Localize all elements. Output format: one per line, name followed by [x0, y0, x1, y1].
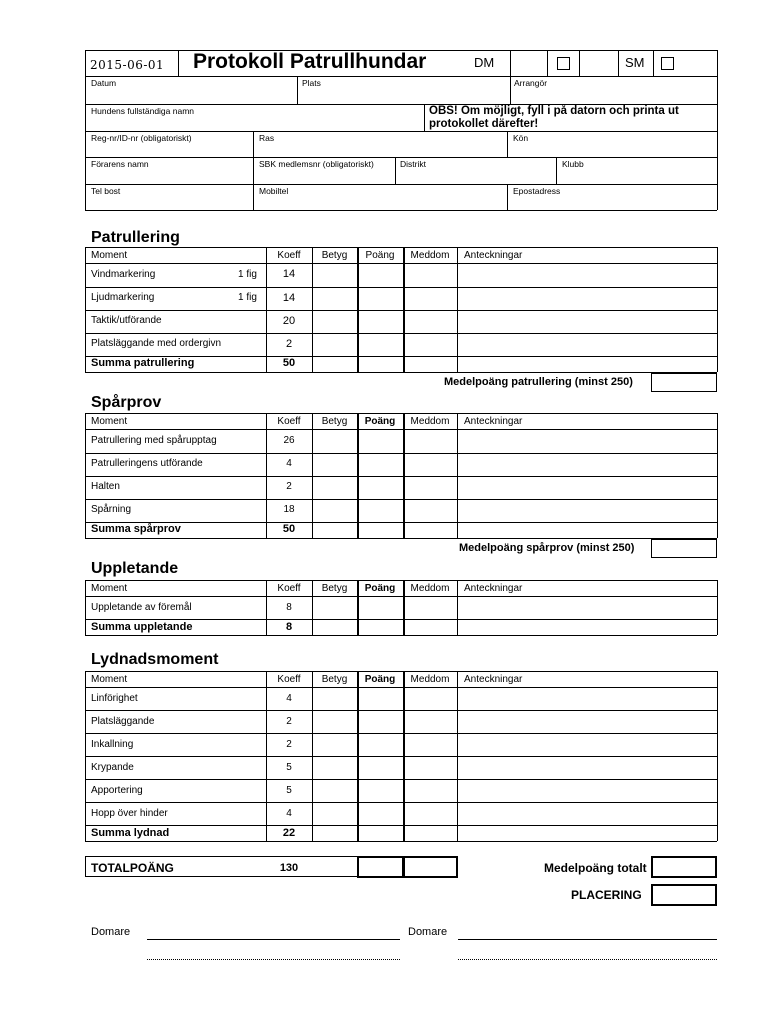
- patrullering-title: Patrullering: [91, 229, 180, 246]
- col-poang: Poäng: [364, 674, 396, 685]
- table-row-koeff: 26: [283, 435, 295, 446]
- total-meddom-box[interactable]: [403, 856, 458, 878]
- table-row-moment: Patrullering med spårupptag: [91, 435, 217, 446]
- table-row-koeff: 8: [286, 602, 292, 613]
- table-row-koeff: 5: [286, 762, 292, 773]
- table-row-moment: Hopp över hinder: [91, 808, 168, 819]
- distrikt-label: Distrikt: [400, 159, 426, 169]
- table-row-moment: Halten: [91, 481, 120, 492]
- summa-uppletande-value: 8: [285, 621, 293, 633]
- table-row-koeff: 2: [286, 739, 292, 750]
- date-value[interactable]: 2015-06-01: [90, 58, 165, 72]
- sm-label: SM: [625, 55, 645, 70]
- table-row-koeff: 14: [282, 268, 296, 280]
- table-row-koeff: 2: [285, 338, 293, 350]
- col-betyg: Betyg: [321, 416, 348, 427]
- table-row-koeff: 4: [286, 808, 292, 819]
- placering-label: PLACERING: [571, 888, 642, 902]
- col-betyg: Betyg: [321, 250, 348, 261]
- klubb-label: Klubb: [562, 159, 584, 169]
- table-row-koeff: 18: [283, 504, 295, 515]
- table-row-koeff: 5: [286, 785, 292, 796]
- domare-2-name-line[interactable]: [458, 959, 717, 960]
- medel-totalt-label: Medelpoäng totalt: [544, 861, 647, 875]
- col-koeff: Koeff: [277, 674, 301, 685]
- ras-label: Ras: [259, 133, 275, 143]
- summa-sparprov-label: Summa spårprov: [91, 523, 181, 535]
- col-moment: Moment: [91, 674, 128, 685]
- dm-checkbox[interactable]: [557, 57, 570, 70]
- table-row-koeff: 14: [282, 292, 296, 304]
- page-title: Protokoll Patrullhundar: [193, 50, 427, 73]
- total-poang-box[interactable]: [357, 856, 404, 878]
- table-row-koeff: 4: [286, 693, 292, 704]
- table-row-koeff: 2: [286, 481, 292, 492]
- col-meddom: Meddom: [410, 674, 450, 685]
- col-anteckningar: Anteckningar: [464, 674, 523, 685]
- table-row-koeff: 4: [286, 458, 292, 469]
- col-meddom: Meddom: [410, 250, 450, 261]
- lydnad-title: Lydnadsmoment: [91, 651, 219, 668]
- col-poang: Poäng: [365, 250, 395, 261]
- col-meddom: Meddom: [410, 416, 450, 427]
- obs-note: OBS! Om möjligt, fyll i på datorn och printa ut protokollet därefter!: [429, 105, 679, 130]
- totalpoang-value: 130: [279, 862, 299, 874]
- mobiltel-label: Mobiltel: [259, 186, 289, 196]
- arrangor-label: Arrangör: [514, 78, 548, 88]
- sparprov-title: Spårprov: [91, 394, 162, 411]
- medel-sparprov-label: Medelpoäng spårprov (minst 250): [459, 542, 635, 554]
- totalpoang-label: TOTALPOÄNG: [91, 861, 174, 875]
- table-row-moment: Platsläggande: [91, 716, 155, 727]
- table-row-moment: Platsläggande med ordergivn: [91, 338, 222, 349]
- col-koeff: Koeff: [277, 583, 301, 594]
- tel-bost-label: Tel bost: [91, 186, 121, 196]
- sm-checkbox[interactable]: [661, 57, 674, 70]
- domare-2-label: Domare: [408, 926, 448, 938]
- col-betyg: Betyg: [321, 583, 348, 594]
- domare-2-signature-line[interactable]: [458, 939, 717, 940]
- col-anteckningar: Anteckningar: [464, 250, 523, 261]
- table-row-moment: Apportering: [91, 785, 143, 796]
- forarens-namn-label: Förarens namn: [91, 159, 149, 169]
- uppletande-title: Uppletande: [91, 560, 179, 577]
- table-row-moment: Patrulleringens utförande: [91, 458, 203, 469]
- medel-totalt-box[interactable]: [651, 856, 717, 878]
- table-row-fig: 1 fig: [238, 292, 257, 303]
- table-row-moment: Ljudmarkering: [91, 292, 155, 303]
- summa-sparprov-value: 50: [282, 523, 296, 535]
- col-anteckningar: Anteckningar: [464, 583, 523, 594]
- table-row-koeff: 20: [282, 315, 296, 327]
- summa-uppletande-label: Summa uppletande: [91, 621, 193, 633]
- datum-label: Datum: [91, 78, 117, 88]
- medel-sparprov-box[interactable]: [651, 539, 717, 558]
- table-row-moment: Spårning: [91, 504, 132, 515]
- table-row-koeff: 2: [286, 716, 292, 727]
- table-row-moment: Linförighet: [91, 693, 138, 704]
- domare-1-name-line[interactable]: [147, 959, 400, 960]
- col-moment: Moment: [91, 583, 128, 594]
- summa-patrullering-value: 50: [282, 357, 296, 369]
- table-row-moment: Uppletande av föremål: [91, 602, 192, 613]
- col-poang: Poäng: [364, 583, 396, 594]
- dm-label: DM: [474, 55, 495, 70]
- col-poang: Poäng: [364, 416, 396, 427]
- table-row-fig: 1 fig: [238, 269, 257, 280]
- domare-1-signature-line[interactable]: [147, 939, 400, 940]
- table-row-moment: Taktik/utförande: [91, 315, 162, 326]
- summa-lydnad-value: 22: [282, 827, 296, 839]
- col-moment: Moment: [91, 250, 128, 261]
- col-moment: Moment: [91, 416, 128, 427]
- sbk-label: SBK medlemsnr (obligatoriskt): [259, 159, 374, 169]
- table-row-moment: Krypande: [91, 762, 134, 773]
- kon-label: Kön: [513, 133, 529, 143]
- domare-1-label: Domare: [91, 926, 131, 938]
- plats-label: Plats: [302, 78, 321, 88]
- table-row-moment: Inkallning: [91, 739, 134, 750]
- epostadress-label: Epostadress: [513, 186, 561, 196]
- placering-box[interactable]: [651, 884, 717, 906]
- summa-lydnad-label: Summa lydnad: [91, 827, 170, 839]
- medel-patrullering-box[interactable]: [651, 373, 717, 392]
- col-meddom: Meddom: [410, 583, 450, 594]
- table-row-moment: Vindmarkering: [91, 269, 156, 280]
- col-betyg: Betyg: [321, 674, 348, 685]
- summa-patrullering-label: Summa patrullering: [91, 357, 195, 369]
- hundens-namn-label: Hundens fullständiga namn: [91, 106, 195, 116]
- col-koeff: Koeff: [277, 416, 301, 427]
- col-anteckningar: Anteckningar: [464, 416, 523, 427]
- regnr-label: Reg-nr/ID-nr (obligatoriskt): [91, 133, 192, 143]
- col-koeff: Koeff: [277, 250, 301, 261]
- medel-patrullering-label: Medelpoäng patrullering (minst 250): [444, 376, 633, 388]
